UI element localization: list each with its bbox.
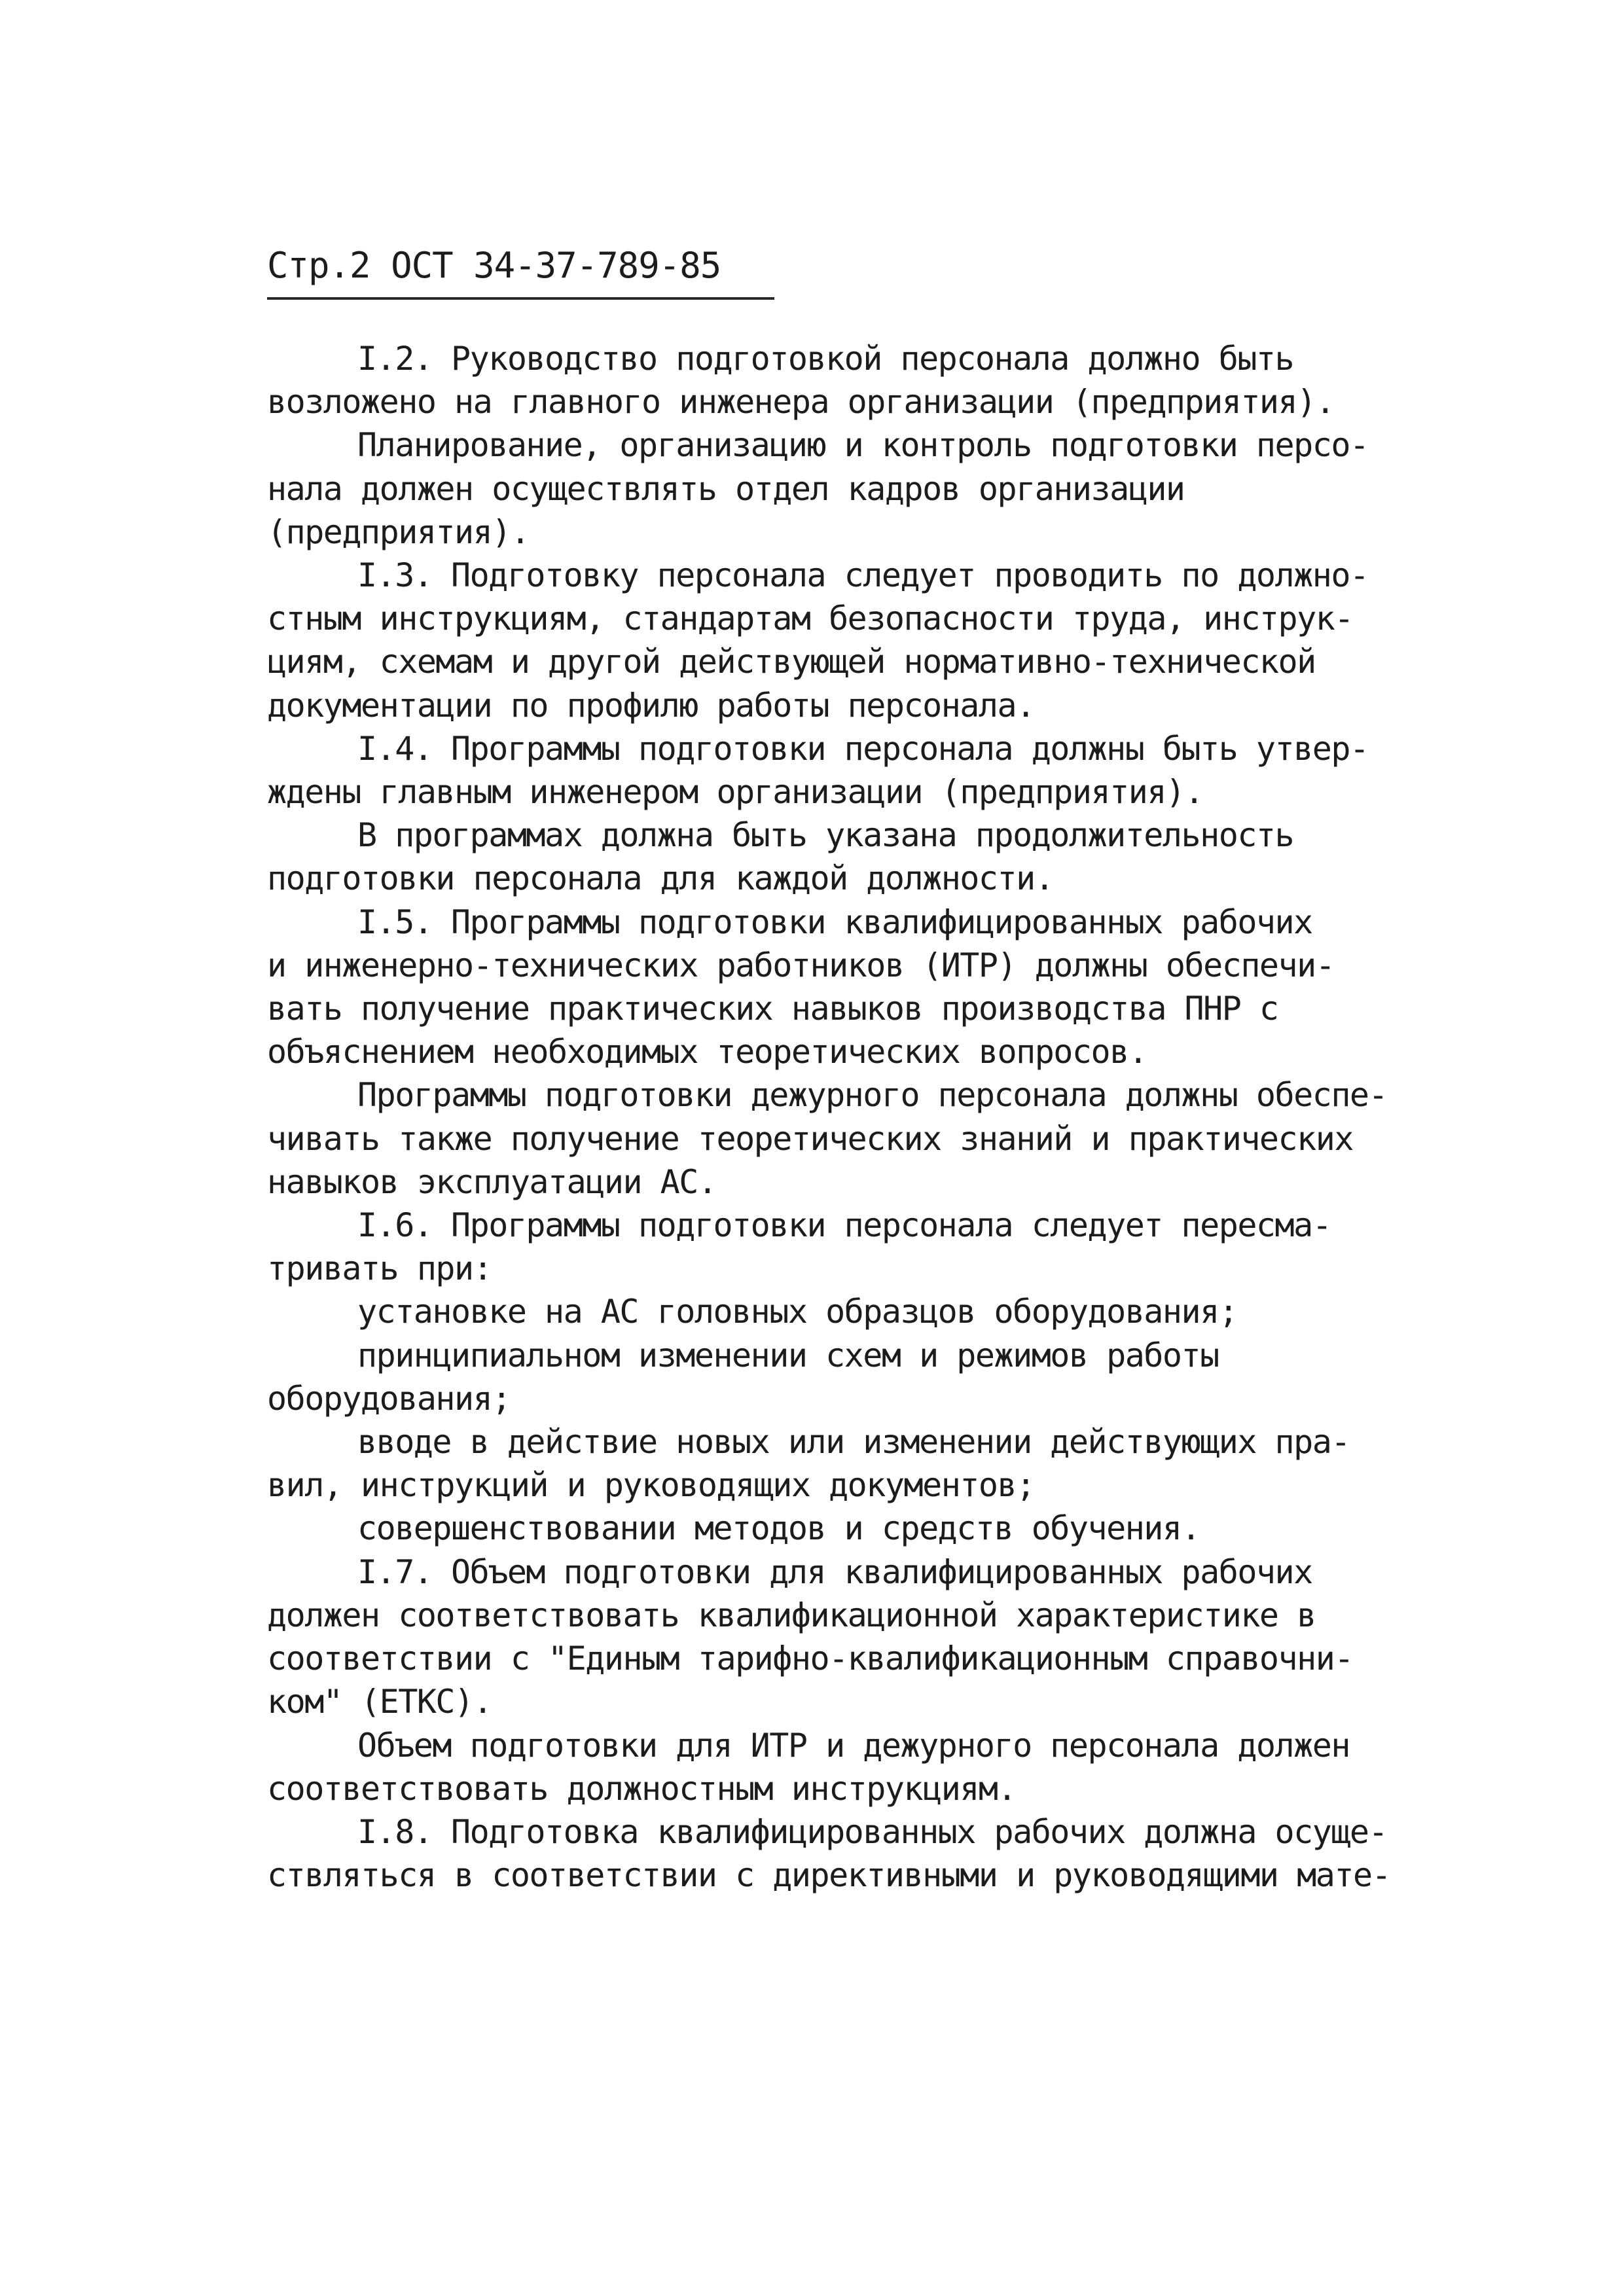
text-line: I.3. Подготовку персонала следует проводить по должно- (357, 556, 1369, 595)
text-line: чивать также получение теоретических знаний и практических (267, 1119, 1353, 1158)
text-line: Программы подготовки дежурного персонала должны обеспе- (357, 1076, 1388, 1115)
text-line: (предприятия). (267, 512, 530, 551)
text-line: I.4. Программы подготовки персонала должны быть утвер- (357, 729, 1369, 768)
text-line: I.2. Руководство подготовкой персонала должно быть (357, 340, 1294, 378)
text-line: вать получение практических навыков производства ПНР с (267, 990, 1278, 1028)
text-line: установке на АС головных образцов оборудования; (357, 1293, 1238, 1331)
text-line: объяснением необходимых теоретических вопросов. (267, 1033, 1147, 1071)
text-line: стным инструкциям, стандартам безопасности труда, инструк- (267, 600, 1353, 638)
text-line: тривать при: (267, 1249, 492, 1288)
text-line: оборудования; (267, 1379, 511, 1418)
text-line: соответствовать должностным инструкциям. (267, 1769, 1017, 1808)
text-line: I.5. Программы подготовки квалифицированных рабочих (357, 903, 1312, 941)
page-header (267, 242, 778, 300)
text-line: Планирование, организацию и контроль подготовки персо- (357, 426, 1369, 465)
text-line: Объем подготовки для ИТР и дежурного персонала должен (357, 1726, 1350, 1765)
text-line: соответствии с "Единым тарифно-квалификационным справочни- (267, 1640, 1353, 1678)
text-line: нала должен осуществлять отдел кадров организации (267, 469, 1185, 508)
document-body (267, 337, 1391, 1897)
text-line: ствляться в соответствии с директивными и руководящими мате- (267, 1856, 1391, 1895)
text-line: В программах должна быть указана продолжительность (357, 816, 1294, 855)
text-line: вводе в действие новых или изменении действующих пра- (357, 1423, 1350, 1462)
header-underline (267, 297, 774, 300)
text-line: I.8. Подготовка квалифицированных рабочих должна осуще- (357, 1812, 1388, 1851)
page-header-title: Стр.2 ОСТ 34-37-789-85 (267, 245, 721, 286)
text-line: должен соответствовать квалификационной характеристике в (267, 1596, 1316, 1634)
text-line: возложено на главного инженера организации (предприятия). (267, 383, 1335, 422)
text-line: I.7. Объем подготовки для квалифицированных рабочих (357, 1552, 1312, 1591)
text-line: вил, инструкций и руководящих документов; (267, 1466, 1035, 1505)
text-line: I.6. Программы подготовки персонала следует пересма- (357, 1206, 1331, 1245)
text-line: подготовки персонала для каждой должности. (267, 859, 1054, 898)
text-line: навыков эксплуатации АС. (267, 1162, 717, 1201)
text-line: принципиальном изменении схем и режимов работы (357, 1336, 1219, 1374)
text-line: совершенствовании методов и средств обучения. (357, 1509, 1200, 1548)
text-line: и инженерно-технических работников (ИТР) должны обеспечи- (267, 946, 1335, 984)
text-line: циям, схемам и другой действующей нормативно-технической (267, 643, 1316, 681)
text-line: ждены главным инженером организации (предприятия). (267, 773, 1204, 812)
text-line: ком" (ЕТКС). (267, 1683, 492, 1721)
text-line: документации по профилю работы персонала. (267, 686, 1035, 725)
